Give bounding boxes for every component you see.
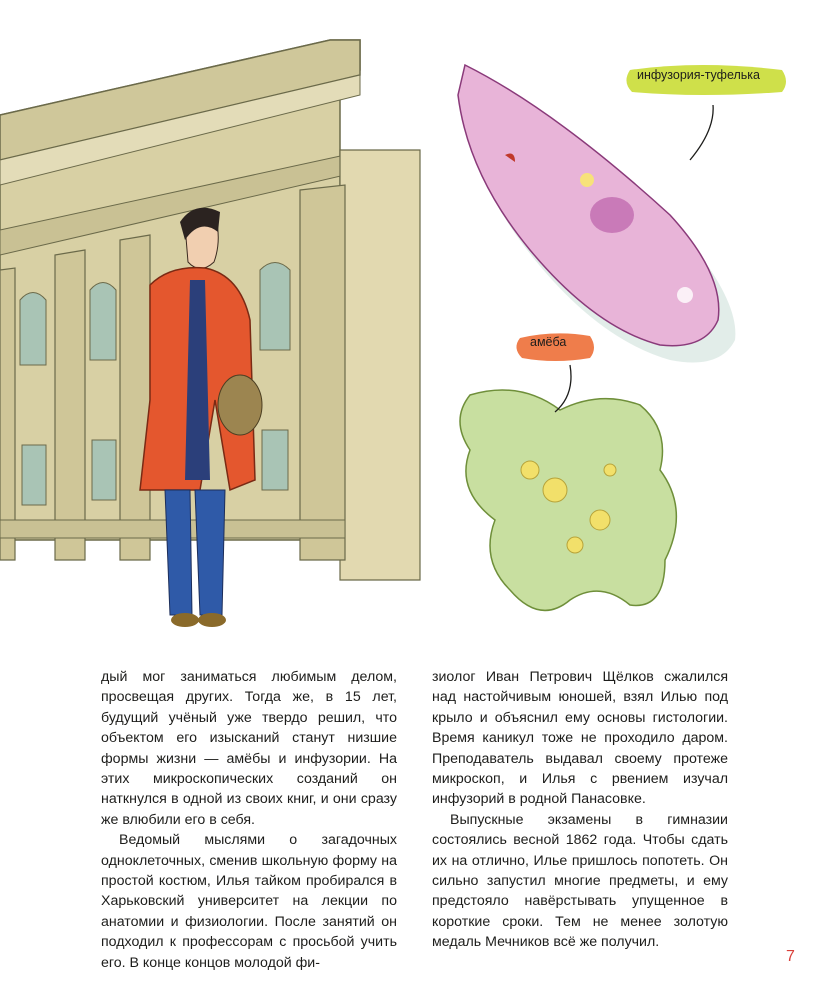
paramecium-image <box>458 65 735 363</box>
amoeba-label: амёба <box>530 335 567 349</box>
text-column-left <box>101 667 397 973</box>
page-number: 7 <box>786 948 795 965</box>
paragraph: Ведомый мыслями о загадочных одноклеточных, сменив школьную форму на простой костюм, Илья тайком пробирался в Харьковский университет на лекции по анатомии и физиологии. После занятий он подходил к профессорам с просьбой учить его. В конце концов молодой фи- <box>101 832 397 971</box>
text-column-right <box>432 667 728 953</box>
paramecium-arrow-icon <box>690 105 713 160</box>
paramecium-label: инфузория-туфелька <box>637 68 760 82</box>
paragraph: Выпускные экзамены в гимназии состоялись весной 1862 года. Чтобы сдать их на отлично, Илье пришлось попотеть. Он сильно запустил многие предметы, и ему предстояло навёрстывать упущенное в короткие сроки. Тем не менее золотую медаль Мечников всё же получил. <box>432 811 728 951</box>
amoeba-arrow-icon <box>555 365 571 412</box>
paragraph: зиолог Иван Петрович Щёлков сжалился над настойчивым юношей, взял Илью под крыло и объяснил ему основы гистологии. Время каникул тоже не проходило даром. Преподаватель выдавал своему протеже микроскоп, и Илья с рвением изучал инфузорий в родной Панасовке. <box>432 669 728 808</box>
amoeba-image <box>460 390 676 610</box>
paragraph: дый мог заниматься любимым делом, просвещая других. Тогда же, в 15 лет, будущий учёный уже твердо решил, что объектом его изысканий станут низшие формы жизни — амёбы и инфузории. На этих микроскопических созданий он наткнулся в одной из своих книг, и они сразу же влюбили его в себя. <box>101 669 397 828</box>
